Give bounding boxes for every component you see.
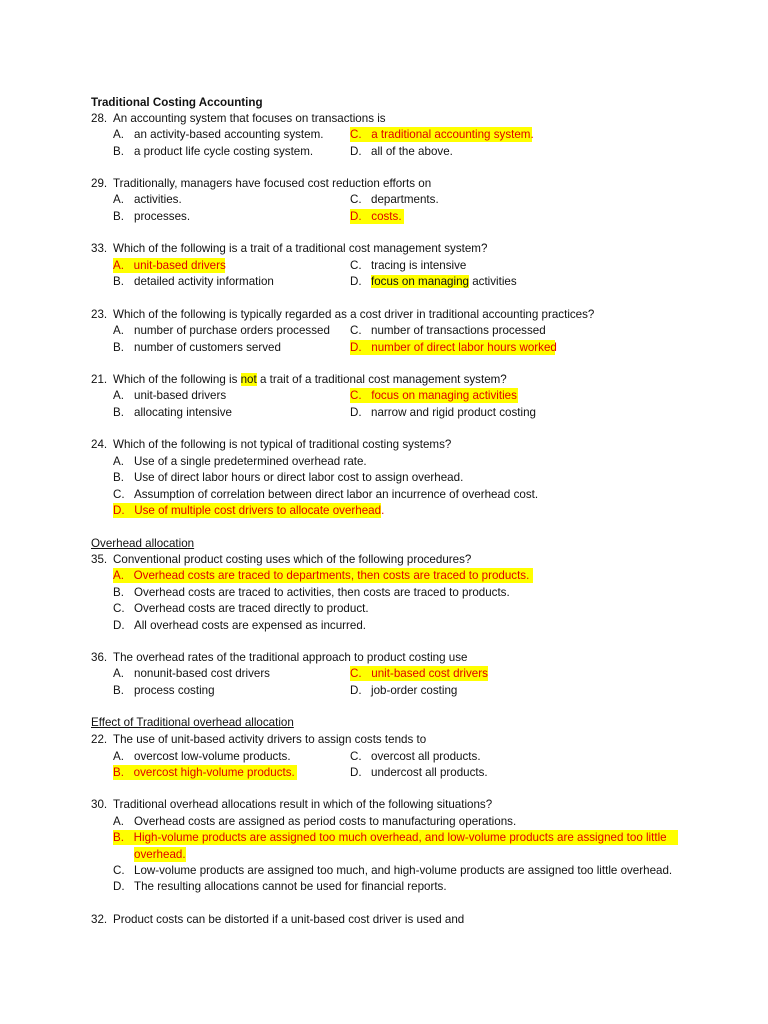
question-text: Which of the following is typically regarded as a cost driver in traditional accounting practices? <box>113 308 595 321</box>
option-text: Overhead costs are assigned as period costs to manufacturing operations. <box>134 815 517 828</box>
highlight-mark: not <box>240 373 257 386</box>
option-answer <box>350 666 488 681</box>
option-answer <box>113 503 385 518</box>
option-letter: D. <box>350 145 362 158</box>
option-letter: B. <box>113 586 124 599</box>
question-text: Traditional overhead allocations result in which of the following situations? <box>113 798 493 811</box>
option-letter: B. <box>113 275 124 288</box>
option-answer <box>113 765 297 780</box>
question-text: The use of unit-based activity drivers to assign costs tends to <box>113 733 427 746</box>
option-text: undercost all products. <box>371 766 488 779</box>
question-text: The overhead rates of the traditional approach to product costing use <box>113 651 468 664</box>
option-text: job-order costing <box>371 684 458 697</box>
option-letter: C. <box>350 389 362 402</box>
option-answer <box>113 258 225 273</box>
option-text: unit-based drivers <box>134 389 227 402</box>
option-text: focus on managing activities <box>371 389 517 402</box>
option-text: Use of a single predetermined overhead rate. <box>134 455 367 468</box>
option-letter: C. <box>350 324 362 337</box>
question-number: 23. <box>91 308 108 321</box>
option-letter: D. <box>350 341 362 354</box>
option-text: overcost all products. <box>371 750 481 763</box>
option-letter: D. <box>350 275 362 288</box>
option-text: a product life cycle costing system. <box>134 145 314 158</box>
option-text: narrow and rigid product costing <box>371 406 536 419</box>
question-number: 22. <box>91 733 108 746</box>
option-text: overcost high-volume products. <box>133 766 295 779</box>
option-text: High-volume products are assigned too much overhead, and low-volume products are assigned too little <box>133 831 667 844</box>
option-letter: B. <box>113 766 124 779</box>
option-text: activities. <box>134 193 182 206</box>
option-letter: C. <box>350 128 362 141</box>
option-text: All overhead costs are expensed as incurred. <box>134 619 367 632</box>
question-text: Product costs can be distorted if a unit-based cost driver is used and <box>113 913 465 926</box>
option-text: detailed activity information <box>134 275 274 288</box>
option-letter: B. <box>113 406 124 419</box>
option-letter: A. <box>113 750 124 763</box>
option-letter: A. <box>113 815 124 828</box>
option-text: number of direct labor hours worked <box>371 341 557 354</box>
option-letter: B. <box>113 471 124 484</box>
option-text: Use of multiple cost drivers to allocate overhead. <box>134 504 385 517</box>
option-text: number of transactions processed <box>371 324 546 337</box>
option-text: departments. <box>371 193 439 206</box>
option-letter: C. <box>350 259 362 272</box>
option-letter: A. <box>113 389 124 402</box>
option-text: Overhead costs are traced directly to product. <box>134 602 369 615</box>
option-text: The resulting allocations cannot be used for financial reports. <box>134 880 447 893</box>
option-answer <box>113 830 678 845</box>
option-text: Use of direct labor hours or direct labor cost to assign overhead. <box>134 471 464 484</box>
option-text: a traditional accounting system. <box>371 128 534 141</box>
document-title: Traditional Costing Accounting <box>91 96 263 109</box>
section-heading: Overhead allocation <box>91 537 195 550</box>
option-text: Assumption of correlation between direct labor an incurrence of overhead cost. <box>134 488 539 501</box>
option-letter: A. <box>113 193 124 206</box>
option-text: overcost low-volume products. <box>134 750 291 763</box>
option-letter: B. <box>113 210 124 223</box>
option-text: unit-based cost drivers <box>371 667 488 680</box>
option-text: processes. <box>134 210 191 223</box>
question-text: Which of the following is a trait of a traditional cost management system? <box>113 242 488 255</box>
question-number: 28. <box>91 112 108 125</box>
option-answer <box>350 340 555 355</box>
question-number: 21. <box>91 373 108 386</box>
option-letter: D. <box>350 406 362 419</box>
option-letter: A. <box>113 324 124 337</box>
option-letter: D. <box>113 504 125 517</box>
option-text: Low-volume products are assigned too much, and high-volume products are assigned too little overhead. <box>134 864 673 877</box>
option-letter: A. <box>113 455 124 468</box>
option-text: unit-based drivers <box>133 259 226 272</box>
question-number: 30. <box>91 798 108 811</box>
highlight-mark: focus on managing <box>371 275 469 288</box>
option-answer <box>350 127 532 142</box>
option-letter: D. <box>113 880 125 893</box>
option-letter: C. <box>350 750 362 763</box>
option-letter: A. <box>113 569 124 582</box>
question-text: An accounting system that focuses on transactions is <box>113 112 386 125</box>
option-text: process costing <box>134 684 215 697</box>
option-letter: B. <box>113 831 124 844</box>
question-number: 33. <box>91 242 108 255</box>
question-text: Conventional product costing uses which of the following procedures? <box>113 553 472 566</box>
option-answer <box>350 209 404 224</box>
question-number: 24. <box>91 438 108 451</box>
question-number: 35. <box>91 553 108 566</box>
option-answer <box>350 388 518 403</box>
option-letter: B. <box>113 341 124 354</box>
option-text: focus on managing activities <box>371 275 517 288</box>
option-letter: C. <box>113 488 125 501</box>
option-text: number of customers served <box>134 341 281 354</box>
option-answer <box>113 568 533 583</box>
option-letter: C. <box>113 602 125 615</box>
option-letter: C. <box>113 864 125 877</box>
option-letter: D. <box>113 619 125 632</box>
option-text: number of purchase orders processed <box>134 324 330 337</box>
question-number: 32. <box>91 913 108 926</box>
question-text: Traditionally, managers have focused cost reduction efforts on <box>113 177 432 190</box>
option-letter: C. <box>350 667 362 680</box>
option-text: an activity-based accounting system. <box>134 128 324 141</box>
option-letter: A. <box>113 259 124 272</box>
question-text: Which of the following is not typical of traditional costing systems? <box>113 438 452 451</box>
option-letter: A. <box>113 667 124 680</box>
option-text-continued: overhead. <box>134 848 186 861</box>
option-text: Overhead costs are traced to departments, then costs are traced to products. <box>133 569 530 582</box>
option-letter: A. <box>113 128 124 141</box>
option-text: costs. <box>371 210 402 223</box>
question-text: Which of the following is not a trait of a traditional cost management system? <box>113 373 507 386</box>
option-text: tracing is intensive <box>371 259 467 272</box>
section-heading: Effect of Traditional overhead allocation <box>91 716 294 729</box>
option-text: nonunit-based cost drivers <box>134 667 270 680</box>
option-text: all of the above. <box>371 145 453 158</box>
question-number: 29. <box>91 177 108 190</box>
option-text: Overhead costs are traced to activities, then costs are traced to products. <box>134 586 510 599</box>
option-text: allocating intensive <box>134 406 232 419</box>
option-letter: D. <box>350 766 362 779</box>
option-letter: C. <box>350 193 362 206</box>
option-letter: B. <box>113 145 124 158</box>
question-number: 36. <box>91 651 108 664</box>
option-letter: D. <box>350 210 362 223</box>
option-letter: B. <box>113 684 124 697</box>
option-letter: D. <box>350 684 362 697</box>
